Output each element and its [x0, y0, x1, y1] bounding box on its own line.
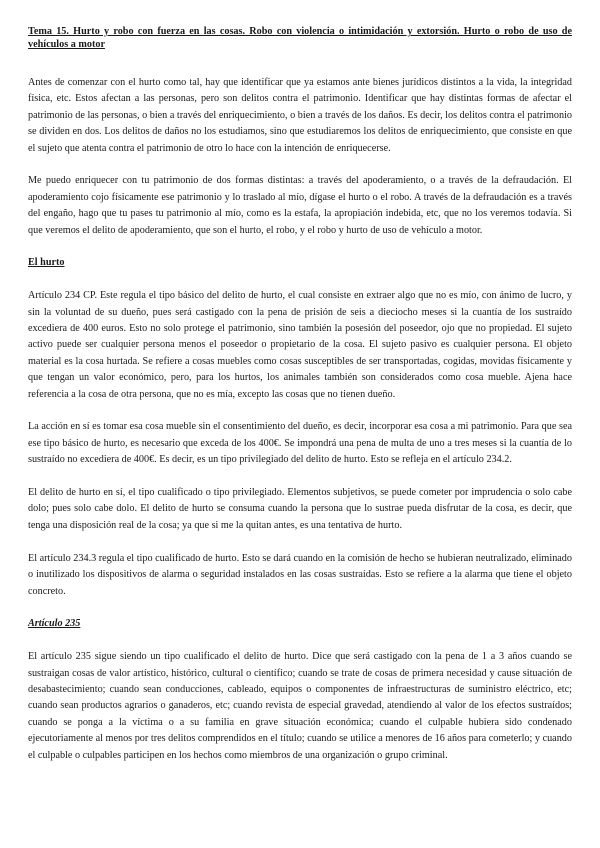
articulo-235-paragraph-1: El artículo 235 sigue siendo un tipo cualificado el delito de hurto. Dice que será castigado con la pena de 1 a 3 años cuando se sustraigan cosas de valor artístico, histórico, cultural o científico; cuando se trate de cosas de primera necesidad y cause situación de desabastecimiento; cuando sean conducciones, cableado, equipos o componentes de infraestructuras de suministro eléctrico, etc; cuando sean productos agrarios o ganaderos, etc; cuando revista de especial gravedad, atendiendo al valor de los efectos sustraídos; cuando se ponga a la víctima o a su familia en grave situación económica; cuando el culpable hubiera sido condenado ejecutoriamente al menos por tres delitos comprendidos en el título; cuando se utilice a menores de 16 años para cometerlo; y cuando el culpable o culpables participen en los hechos como miembros de una organización o grupo criminal. [28, 651, 572, 761]
document-page [28, 26, 572, 780]
hurto-paragraph-2: La acción en sí es tomar esa cosa mueble sin el consentimiento del dueño, es decir, incorporar esa cosa a mi patrimonio. Para que sea ese tipo básico de hurto, es necesario que exceda de los 400€. Se impondrá una pena de multa de uno a tres meses si la cuantía de lo sustraído no excediera de 400€. Es decir, es un tipo privilegiado del delito de hurto. Esto se refleja en el artículo 234.2. [28, 421, 572, 466]
hurto-paragraph-4: El artículo 234.3 regula el tipo cualificado de hurto. Esto se dará cuando en la comisión de hecho se hubieran neutralizado, eliminado o inutilizado los dispositivos de alarma o seguridad instalados en las cosas sustraídas. Esto se refiere a la alarma que tiene el objeto concreto. [28, 552, 572, 597]
intro-paragraph-1: Antes de comenzar con el hurto como tal, hay que identificar que ya estamos ante bienes jurídicos distintos a la vida, la integridad física, etc. Estos afectan a las personas, pero son delitos contra el patrimonio. Identificar que hay distintas formas de afectar el patrimonio de las personas, o bien a través del enriquecimiento, o bien a través de los daños. Es decir, los delitos contra el patrimonio se dividen en dos. Los delitos de daños no los estudiamos, sino que estudiaremos los delitos de enriquecimiento, que consiste en que el sujeto que atenta contra el patrimonio de otro lo hace con la intención de enriquecerse. [28, 77, 572, 154]
section-heading-articulo-235: Artículo 235 [28, 618, 81, 630]
hurto-paragraph-3: El delito de hurto en sí, el tipo cualificado o tipo privilegiado. Elementos subjetivos, se puede cometer por imprudencia o solo cabe dolo; pues solo cabe dolo. El delito de hurto se consuma cuando la persona que lo sustrae pueda disfrutar de la cosa, es decir, que tenga una disposición real de la cosa; ya que si me la quitan antes, es una tentativa de hurto. [28, 487, 572, 531]
document-title: Tema 15. Hurto y robo con fuerza en las cosas. Robo con violencia o intimidación y extorsión. Hurto o robo de uso de vehículos a motor [28, 26, 572, 50]
intro-paragraph-2: Me puedo enriquecer con tu patrimonio de dos formas distintas: a través del apoderamiento, o a través de la defraudación. El apoderamiento cojo físicamente ese patrimonio y lo traslado al mío, dígase el hurto o el robo. A través de la defraudación es a través del engaño, hago que tu pases tu patrimonio al mío, como es la estafa, la apropiación indebida, etc, que no los veremos todavía. Si que veremos el delito de apoderamiento, que son el hurto, el robo, y el robo y hurto de uso de vehículo a motor. [28, 175, 572, 236]
section-heading-hurto: El hurto [28, 257, 65, 269]
hurto-paragraph-1: Artículo 234 CP. Este regula el tipo básico del delito de hurto, el cual consiste en extraer algo que no es mío, con ánimo de lucro, y sin la voluntad de su dueño, pues será castigado con la pena de prisión de seis a dieciocho meses si la cuantía de los sustraído excediera de 400 euros. Esto no solo protege el patrimonio, sino también la posesión del poseedor, ojo que no propiedad. El sujeto activo puede ser cualquier persona menos el poseedor o propietario de la cosa. El sujeto pasivo es cualquier persona. El objeto material es la cosa hurtada. Se refiere a cosas muebles como cosas susceptibles de ser transportadas, cogidas, movidas físicamente y que tengan un valor económico, pero, para los hurtos, los animales también son considerados como cosa mueble. Ajena hace referencia a la cosa de otra persona, que no es mía, excepto las cosas que no tienen dueño. [28, 290, 572, 400]
